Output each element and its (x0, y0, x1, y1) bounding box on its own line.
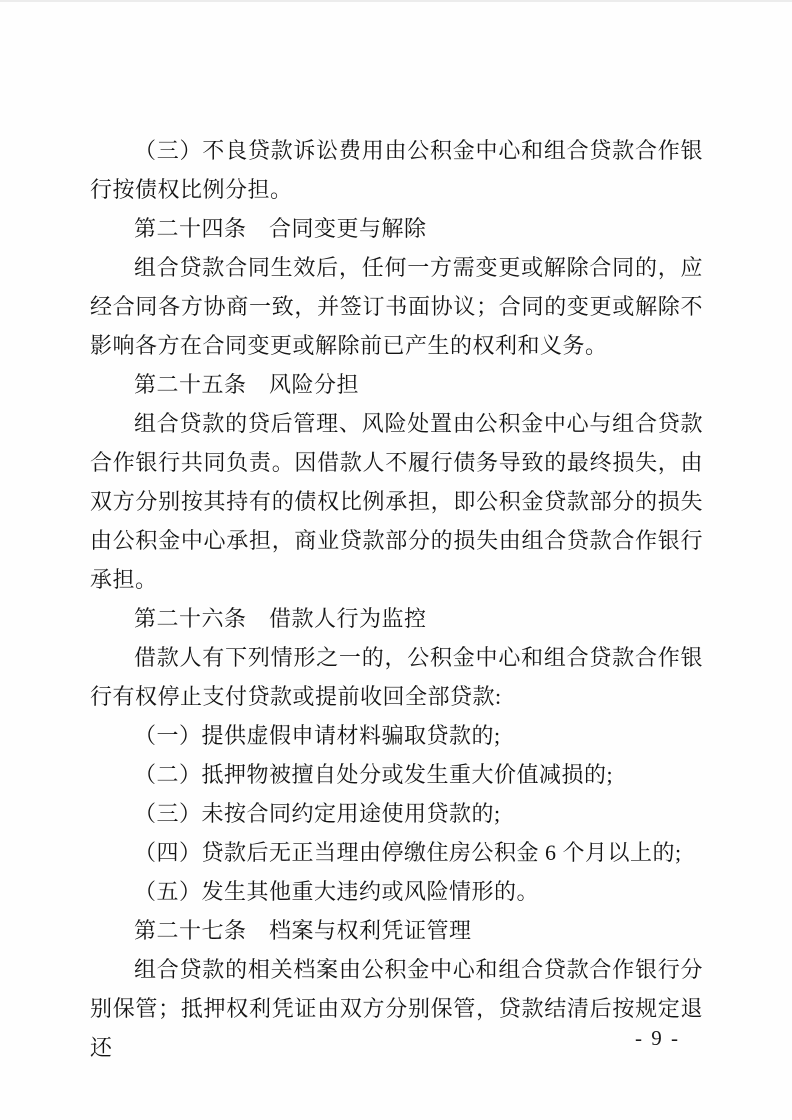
list-item: （三）未按合同约定用途使用贷款的; (134, 801, 501, 826)
paragraph: 借款人有下列情形之一的，公积金中心和组合贷款合作银行有权停止支付贷款或提前收回全部贷款: (90, 645, 703, 709)
list-item: （二）抵押物被擅自处分或发生重大价值减损的; (134, 762, 614, 787)
paragraph: 组合贷款合同生效后，任何一方需变更或解除合同的，应经合同各方协商一致，并签订书面协议；合同的变更或解除不影响各方在合同变更或解除前已产生的权利和义务。 (90, 255, 703, 358)
list-item: （四）贷款后无正当理由停缴住房公积金 6 个月以上的; (134, 840, 682, 865)
document-body (90, 131, 703, 1067)
list-item: （五）发生其他重大违约或风险情形的。 (134, 879, 540, 904)
article-heading: 第二十五条 风险分担 (134, 372, 360, 397)
clause-item: （三）不良贷款诉讼费用由公积金中心和组合贷款合作银行按债权比例分担。 (90, 138, 703, 202)
article-heading: 第二十四条 合同变更与解除 (134, 216, 427, 241)
list-item: （一）提供虚假申请材料骗取贷款的; (134, 723, 501, 748)
page-number: - 9 - (635, 1026, 680, 1050)
article-heading: 第二十六条 借款人行为监控 (134, 606, 427, 631)
paragraph: 组合贷款的贷后管理、风险处置由公积金中心与组合贷款合作银行共同负责。因借款人不履行债务导致的最终损失，由双方分别按其持有的债权比例承担，即公积金贷款部分的损失由公积金中心承担，商业贷款部分的损失由组合贷款合作银行承担。 (90, 411, 703, 592)
article-heading: 第二十七条 档案与权利凭证管理 (134, 918, 472, 943)
paragraph: 组合贷款的相关档案由公积金中心和组合贷款合作银行分别保管；抵押权利凭证由双方分别保管，贷款结清后按规定退还 (90, 957, 703, 1060)
scan-edge (0, 0, 792, 2)
